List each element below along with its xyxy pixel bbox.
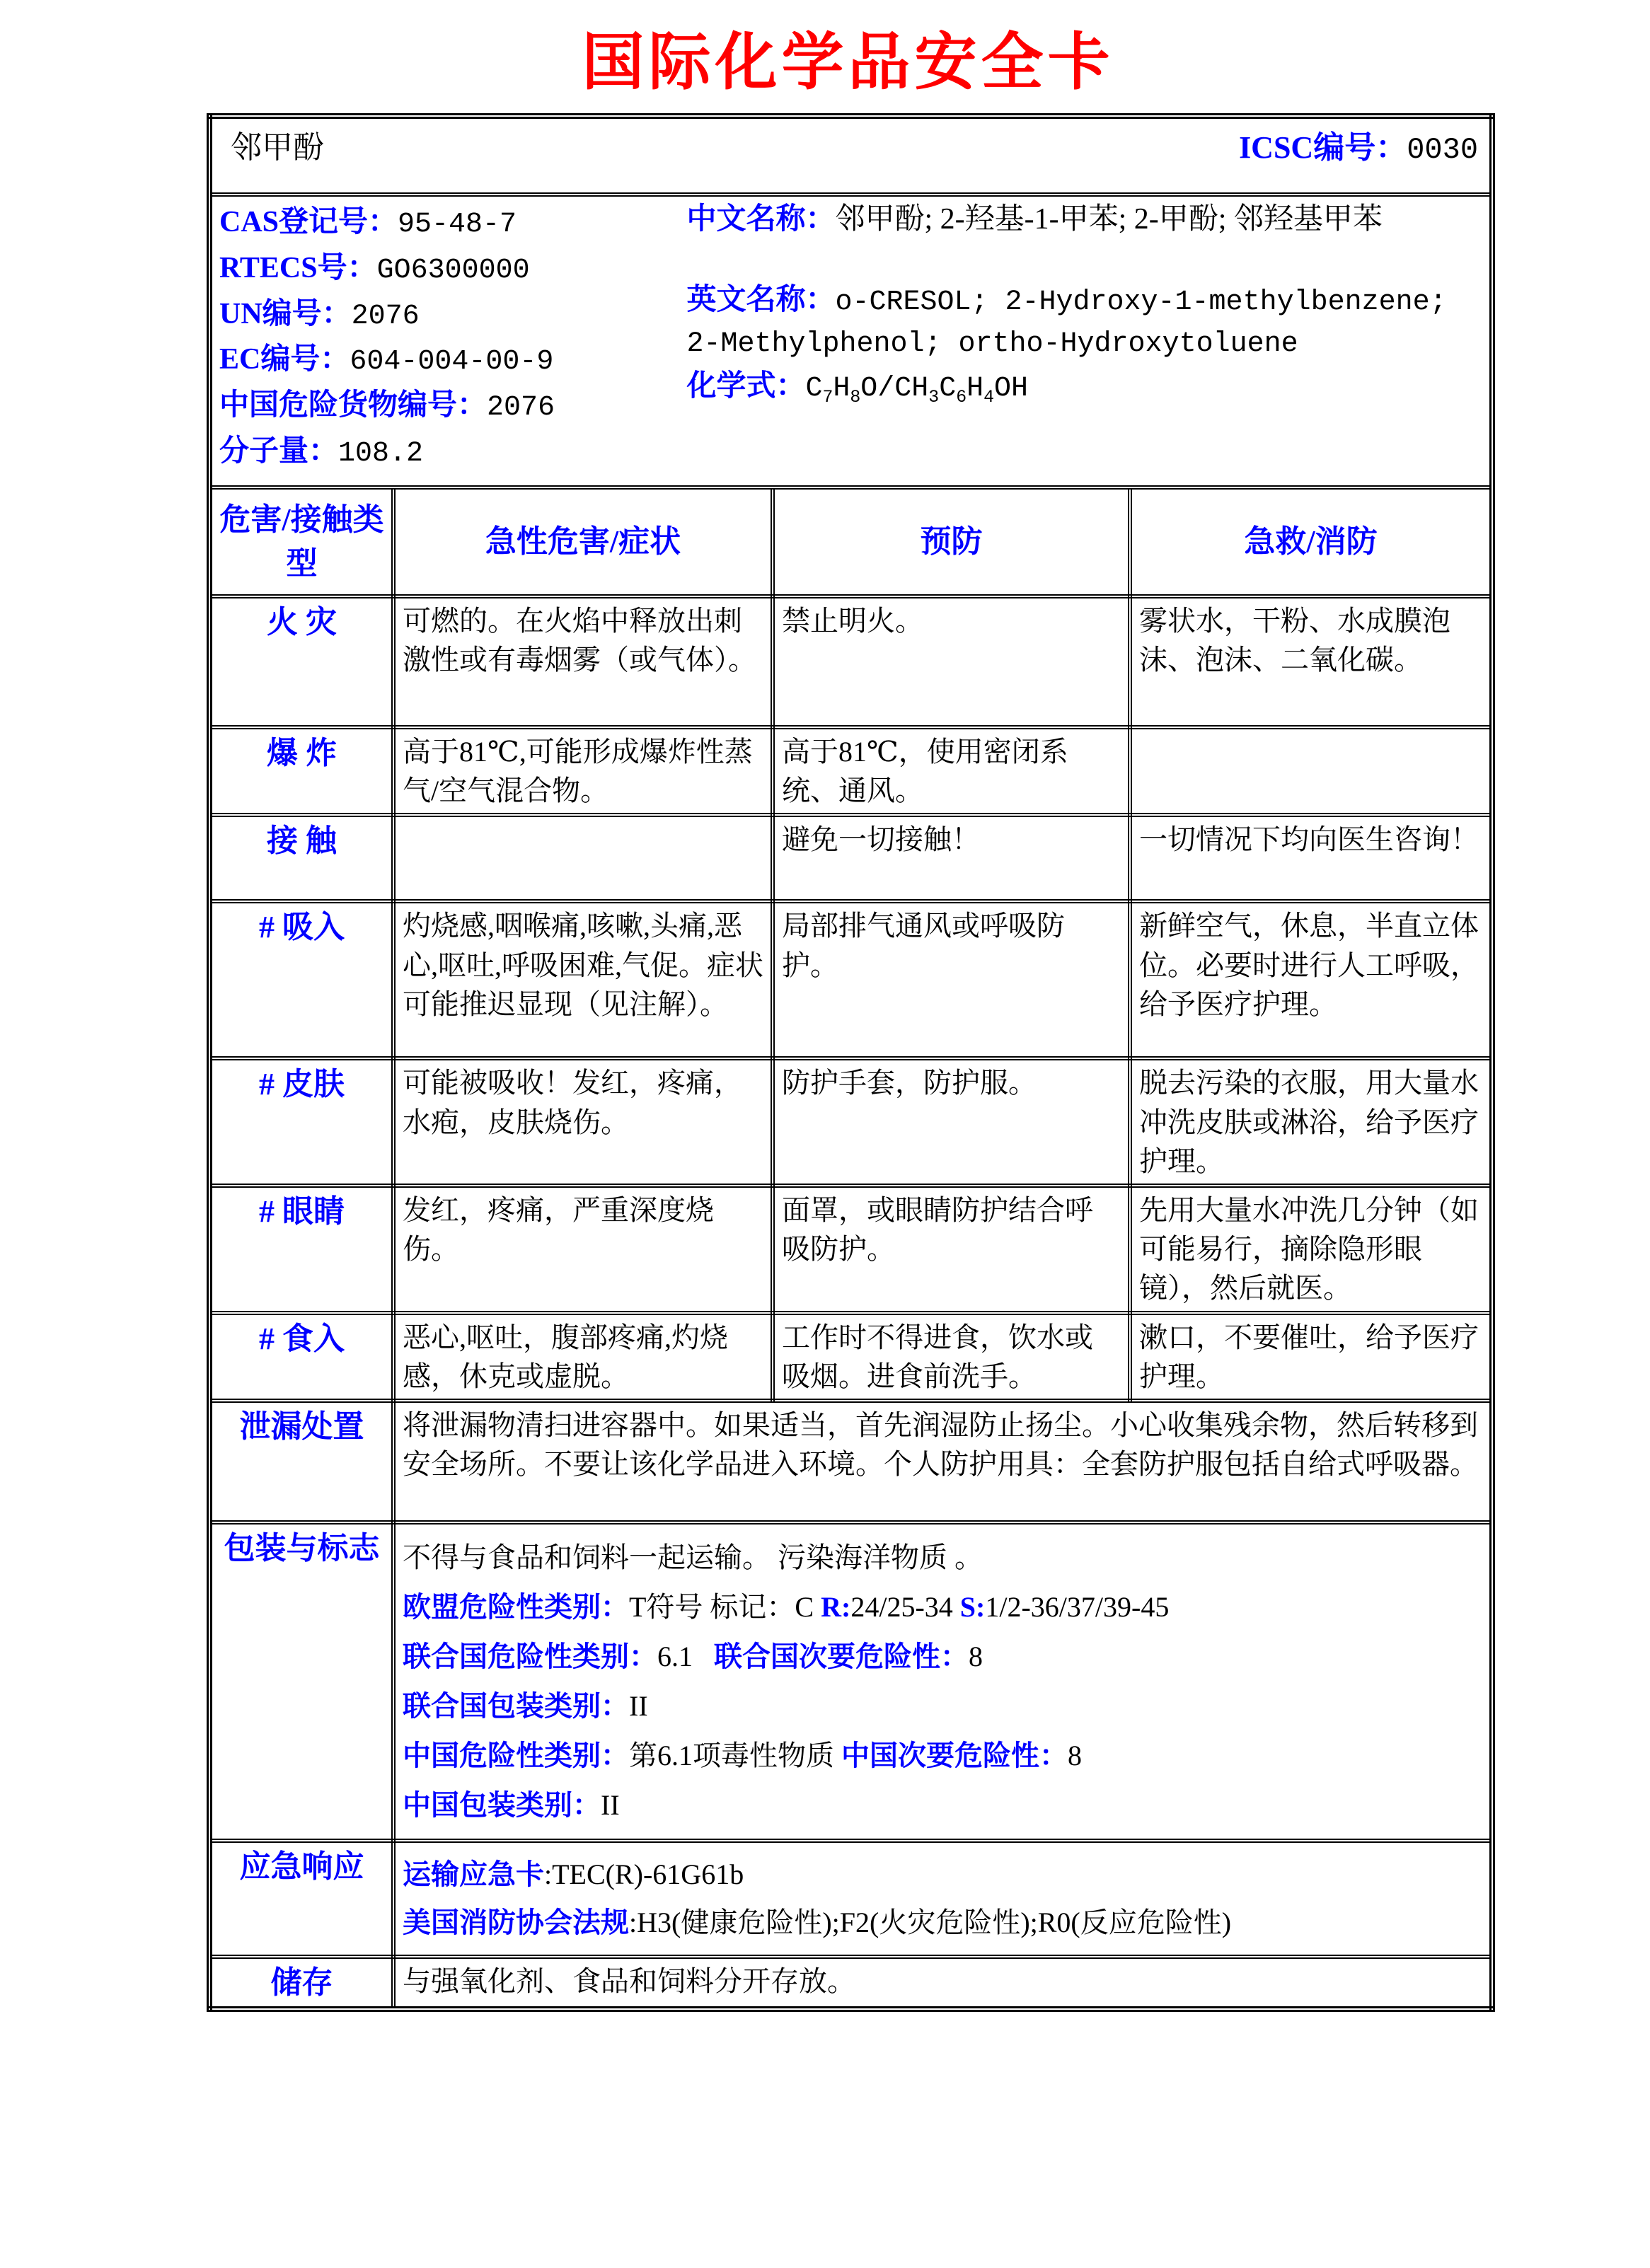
storage-row [209, 1957, 1492, 2009]
chemical-formula-label: 化学式： [686, 370, 806, 403]
field-cas-value: 95-48-7 [398, 209, 517, 241]
eyes-symptoms: 发红，疼痛，严重深度烧伤。 [393, 1186, 773, 1313]
hazard-row-inhalation [209, 901, 1492, 1058]
contact-firstaid: 一切情况下均向医生咨询！ [1130, 815, 1492, 901]
field-un-value: 2076 [351, 300, 420, 332]
field-molweight-label: 分子量： [219, 434, 339, 468]
ingestion-symptoms: 恶心,呕吐，腹部疼痛,灼烧感，休克或虚脱。 [393, 1313, 773, 1401]
explosion-prevention: 高于81℃，使用密闭系统、通风。 [773, 727, 1130, 815]
chinese-name-value: 邻甲酚; 2-羟基-1-甲苯; 2-甲酚; 邻羟基甲苯 [835, 203, 1383, 236]
packaging-line-eu-class: 欧盟危险性类别：T符号 标记：C R:24/25-34 S:1/2-36/37/39-45 [403, 1590, 1170, 1623]
card-header-cell [209, 116, 1492, 195]
card-header-row [209, 116, 1492, 195]
hazard-row-explosion [209, 727, 1492, 815]
header-prevention: 预防 [773, 487, 1130, 596]
storage-label: 储存 [209, 1957, 393, 2009]
page-title: 国际化学品安全卡 [582, 29, 1114, 98]
emergency-line-tec: 运输应急卡:TEC(R)-61G61b [403, 1858, 744, 1890]
packaging-content [393, 1522, 1492, 1841]
hazard-table-header-row [209, 487, 1492, 596]
ingestion-firstaid: 漱口，不要催吐，给予医疗护理。 [1130, 1313, 1492, 1401]
eyes-prevention: 面罩，或眼睛防护结合呼吸防护。 [773, 1186, 1130, 1313]
skin-prevention: 防护手套，防护服。 [773, 1058, 1130, 1186]
packaging-label: 包装与标志 [209, 1522, 393, 1841]
icsc-label: ICSC编号： [1239, 130, 1407, 165]
explosion-firstaid [1130, 727, 1492, 815]
inhalation-firstaid: 新鲜空气，休息，半直立体位。必要时进行人工呼吸，给予医疗护理。 [1130, 901, 1492, 1058]
field-ec [219, 339, 686, 383]
emergency-content [393, 1841, 1492, 1957]
safety-card-table [207, 113, 1495, 2012]
header-firstaid: 急救/消防 [1130, 487, 1492, 596]
field-molweight [219, 431, 686, 475]
packaging-line-un-class: 联合国危险性类别：6.1 联合国次要危险性：8 [403, 1640, 983, 1672]
storage-text: 与强氧化剂、食品和饲料分开存放。 [393, 1957, 1492, 2009]
header-hazard-type: 危害/接触类型 [209, 487, 393, 596]
substance-name: 邻甲酚 [231, 130, 324, 165]
fire-symptoms: 可燃的。在火焰中释放出刺激性或有毒烟雾（或气体）。 [393, 596, 773, 727]
hazard-row-contact [209, 815, 1492, 901]
emergency-line-nfpa: 美国消防协会法规:H3(健康危险性);F2(火灾危险性);R0(反应危险性) [403, 1906, 1232, 1938]
chinese-name-label: 中文名称： [686, 203, 836, 236]
hazard-row-ingestion [209, 1313, 1492, 1401]
row-label-skin: # 皮肤 [209, 1058, 393, 1186]
fire-firstaid: 雾状水，干粉、水成膜泡沫、泡沫、二氧化碳。 [1130, 596, 1492, 727]
hazard-row-skin [209, 1058, 1492, 1186]
chemical-formula-block [686, 366, 1482, 410]
emergency-label: 应急响应 [209, 1841, 393, 1957]
english-name-block [686, 280, 1482, 364]
row-label-ingestion: # 食入 [209, 1313, 393, 1401]
field-un [219, 294, 686, 337]
explosion-symptoms: 高于81℃,可能形成爆炸性蒸气/空气混合物。 [393, 727, 773, 815]
row-label-eyes: # 眼睛 [209, 1186, 393, 1313]
ingestion-prevention: 工作时不得进食，饮水或吸烟。进食前洗手。 [773, 1313, 1130, 1401]
field-cas [219, 202, 686, 245]
packaging-row [209, 1522, 1492, 1841]
field-rtecs-label: RTECS号： [219, 251, 377, 284]
field-un-label: UN编号： [219, 297, 352, 330]
header-symptoms: 急性危害/症状 [393, 487, 773, 596]
packaging-line-china-packing: 中国包装类别：II [403, 1788, 620, 1821]
english-name-value: o-CRESOL; 2-Hydroxy-1-methylbenzene; 2-Methylphenol; ortho-Hydroxytoluene [686, 286, 1447, 361]
english-name-label: 英文名称： [686, 283, 836, 316]
contact-symptoms [393, 815, 773, 901]
packaging-line-china-class: 中国危险性类别：第6.1项毒性物质 中国次要危险性：8 [403, 1739, 1082, 1771]
row-label-explosion: 爆 炸 [209, 727, 393, 815]
contact-prevention: 避免一切接触！ [773, 815, 1130, 901]
field-molweight-value: 108.2 [338, 437, 424, 470]
row-label-inhalation: # 吸入 [209, 901, 393, 1058]
inhalation-prevention: 局部排气通风或呼吸防护。 [773, 901, 1130, 1058]
icsc-number: 0030 [1407, 133, 1479, 167]
packaging-line-un-packing: 联合国包装类别：II [403, 1689, 648, 1722]
icsc-number-field [1239, 122, 1482, 167]
identification-row [209, 195, 1492, 487]
fire-prevention: 禁止明火。 [773, 596, 1130, 727]
field-china-dg-label: 中国危险货物编号： [219, 389, 487, 422]
field-china-dg-value: 2076 [487, 392, 555, 424]
identification-right-column [686, 199, 1482, 477]
field-rtecs-value: GO6300000 [376, 254, 530, 287]
inhalation-symptoms: 灼烧感,咽喉痛,咳嗽,头痛,恶心,呕吐,呼吸困难,气促。症状可能推迟显现（见注解）。 [393, 901, 773, 1058]
hazard-row-fire [209, 596, 1492, 727]
spillage-label: 泄漏处置 [209, 1401, 393, 1522]
packaging-line-transport: 不得与食品和饲料一起运输。 污染海洋物质 。 [403, 1541, 983, 1573]
spillage-text: 将泄漏物清扫进容器中。如果适当，首先润湿防止扬尘。小心收集残余物，然后转移到安全场所。不要让该化学品进入环境。个人防护用具：全套防护服包括自给式呼吸器。 [393, 1401, 1492, 1522]
skin-symptoms: 可能被吸收！发红，疼痛，水疱，皮肤烧伤。 [393, 1058, 773, 1186]
chemical-formula-value: $C_7H_8O/CH_3C_6H_4OH$ [805, 373, 1029, 408]
identification-cell [209, 195, 1492, 487]
field-ec-value: 604-004-00-9 [350, 346, 554, 378]
row-label-fire: 火 灾 [209, 596, 393, 727]
field-rtecs [219, 248, 686, 291]
identification-left-column [219, 199, 686, 477]
emergency-row [209, 1841, 1492, 1957]
row-label-contact: 接 触 [209, 815, 393, 901]
field-china-dg [219, 385, 686, 429]
spillage-row [209, 1401, 1492, 1522]
hazard-row-eyes [209, 1186, 1492, 1313]
chinese-name-block [686, 199, 1482, 241]
field-ec-label: EC编号： [219, 343, 350, 376]
skin-firstaid: 脱去污染的衣服，用大量水冲洗皮肤或淋浴，给予医疗护理。 [1130, 1058, 1492, 1186]
eyes-firstaid: 先用大量水冲洗几分钟（如可能易行，摘除隐形眼镜），然后就医。 [1130, 1186, 1492, 1313]
field-cas-label: CAS登记号： [219, 206, 398, 238]
